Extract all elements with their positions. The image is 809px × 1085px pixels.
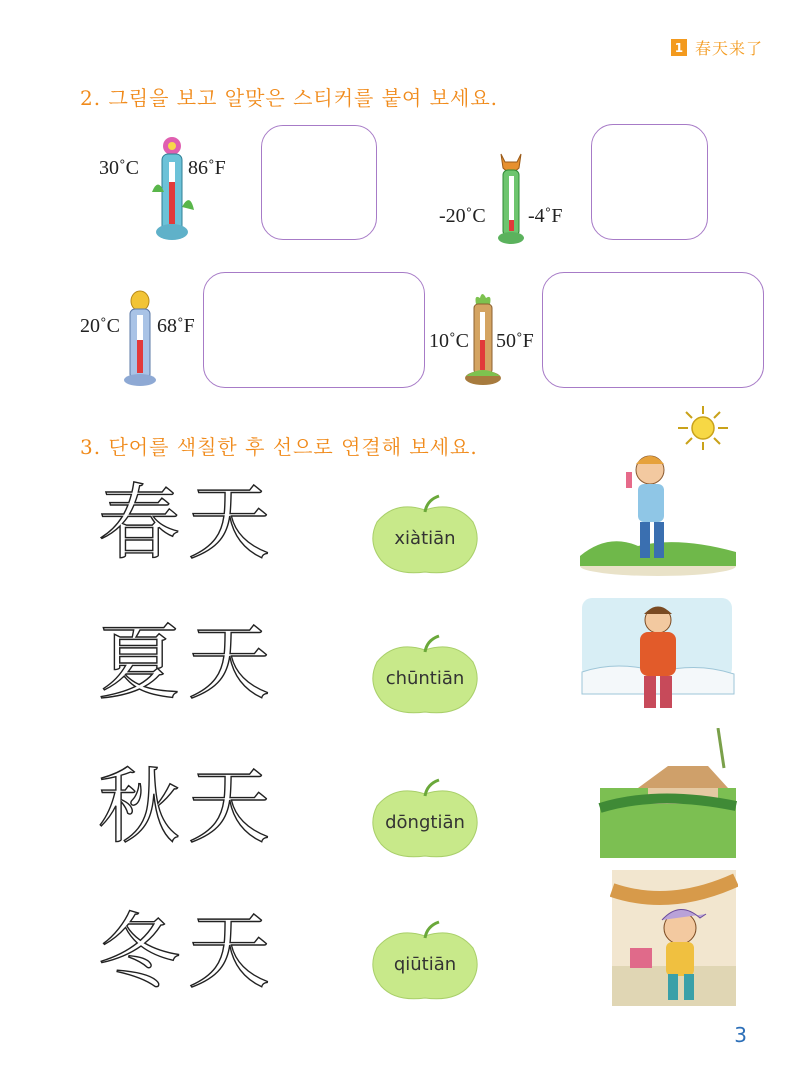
temp-fahrenheit-1: 86˚F — [188, 157, 226, 179]
pinyin-apple-1[interactable] — [365, 492, 485, 572]
pinyin-apple-3[interactable] — [365, 776, 485, 856]
hanzi-word-2: 夏天 — [98, 616, 279, 711]
hanzi-word-1: 春天 — [98, 476, 279, 571]
hanzi-word-4: 冬天 — [98, 905, 279, 1000]
chapter-title: 春天来了 — [694, 39, 763, 58]
sun-icon — [672, 402, 734, 454]
temp-fahrenheit-2: -4˚F — [528, 205, 563, 227]
section2-instruction: 2. 그림을 보고 알맞은 스티커를 붙여 보세요. — [80, 86, 499, 110]
pinyin-label-4: qiūtiān — [393, 954, 457, 975]
hanzi-word-3: 秋天 — [98, 760, 279, 855]
sticker-box-2[interactable] — [591, 124, 708, 240]
sticker-box-4[interactable] — [542, 272, 764, 388]
page-number: 3 — [734, 1023, 747, 1047]
temp-fahrenheit-4: 50˚F — [496, 330, 534, 352]
temp-celsius-4: 10˚C — [429, 330, 469, 352]
section3-instruction: 3. 단어를 색칠한 후 선으로 연결해 보세요. — [80, 435, 478, 459]
pinyin-apple-4[interactable] — [365, 918, 485, 998]
temp-celsius-1: 30˚C — [99, 157, 139, 179]
pinyin-label-3: dōngtiān — [385, 812, 465, 833]
thermometer-flower-icon — [150, 132, 196, 242]
temp-celsius-2: -20˚C — [439, 205, 486, 227]
pinyin-label-2: chūntiān — [385, 668, 465, 689]
temp-fahrenheit-3: 68˚F — [157, 315, 195, 337]
sticker-box-1[interactable] — [261, 125, 377, 240]
thermometer-bird-icon — [120, 285, 160, 388]
sticker-box-3[interactable] — [203, 272, 425, 388]
chapter-number: 1 — [671, 39, 687, 56]
autumn-field-picture[interactable] — [598, 728, 738, 862]
pinyin-label-1: xiàtiān — [394, 528, 456, 549]
temp-celsius-3: 20˚C — [80, 315, 120, 337]
summer-boy-picture[interactable] — [578, 448, 738, 578]
winter-boy-picture[interactable] — [578, 598, 738, 716]
pinyin-apple-2[interactable] — [365, 632, 485, 712]
chapter-header — [671, 36, 763, 59]
windy-boy-picture[interactable] — [610, 870, 738, 1010]
thermometer-fox-icon — [493, 150, 529, 245]
